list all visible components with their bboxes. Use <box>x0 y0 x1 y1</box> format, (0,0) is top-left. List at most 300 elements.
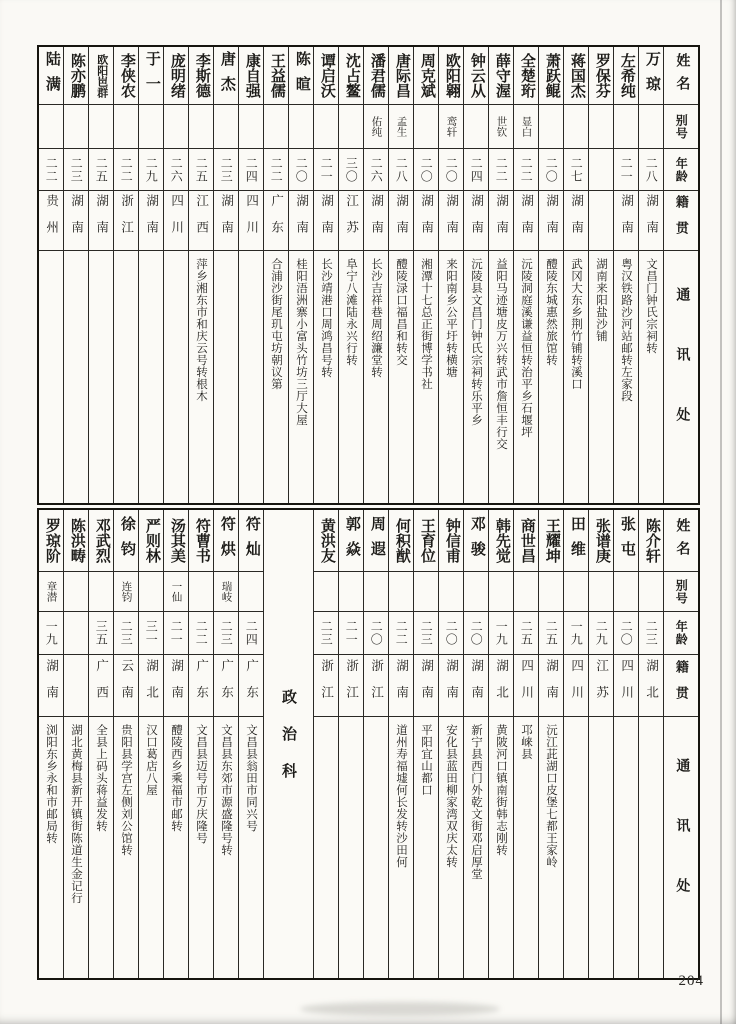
person-origin-cell: 四川 <box>614 655 638 717</box>
entry-column <box>239 47 264 503</box>
header-name-label: 姓名 <box>664 47 698 105</box>
header-origin-label: 籍贯 <box>664 655 698 717</box>
person-origin-cell: 湖北 <box>639 655 663 717</box>
person-address-cell: 醴陵东城惠然旅馆转 <box>545 258 558 366</box>
entry-column <box>639 47 664 503</box>
person-address-cell: 萍乡湘东市和庆云号转根木 <box>195 258 208 402</box>
person-origin-cell: 湖南 <box>514 191 538 251</box>
person-alias-cell: 鸾轩 <box>439 105 463 149</box>
entry-column <box>64 510 89 978</box>
person-origin-cell: 江西 <box>189 191 213 251</box>
person-origin-cell: 湖南 <box>389 191 413 251</box>
person-origin-cell: 湖南 <box>439 191 463 251</box>
person-name-cell: 张谱庚 <box>589 510 613 572</box>
person-origin-cell: 浙江 <box>314 655 338 717</box>
entry-column <box>314 47 339 503</box>
person-address-cell: 粤汉铁路沙河站邮转左家段 <box>620 258 633 402</box>
person-name-cell: 钟云从 <box>464 47 488 105</box>
person-origin-cell: 广西 <box>89 655 113 717</box>
header-column <box>664 510 698 978</box>
person-alias-cell <box>539 572 563 612</box>
entry-column <box>464 47 489 503</box>
person-age-cell: 二四 <box>239 149 263 191</box>
person-name-cell: 王耀坤 <box>539 510 563 572</box>
person-origin-cell: 湖南 <box>64 191 88 251</box>
entry-column <box>164 510 189 978</box>
person-origin-cell: 湖北 <box>139 655 163 717</box>
person-address-cell <box>564 717 588 978</box>
person-name-cell: 商世昌 <box>514 510 538 572</box>
person-name-cell: 王益儒 <box>264 47 288 105</box>
person-address-cell: 合浦沙街尾玑屯坊朝议第 <box>270 258 283 390</box>
person-name-cell: 欧阳翱 <box>439 47 463 105</box>
person-alias-cell <box>289 105 313 149</box>
person-age-cell: 二九 <box>589 612 613 655</box>
person-age-cell: 二〇 <box>439 612 463 655</box>
entry-column <box>489 510 514 978</box>
person-age-cell: 一九 <box>564 612 588 655</box>
scan-smudge-artifact <box>300 1002 500 1016</box>
person-alias-cell <box>614 572 638 612</box>
person-origin-cell: 云南 <box>114 655 138 717</box>
person-address-cell: 全县上码头蒋益发转 <box>95 724 108 832</box>
person-name-cell: 罗琼阶 <box>39 510 63 572</box>
person-age-cell: 二五 <box>189 149 213 191</box>
person-origin-cell: 四川 <box>564 655 588 717</box>
person-name-cell: 谭启沃 <box>314 47 338 105</box>
entry-column <box>64 47 89 503</box>
person-address-cell <box>39 251 63 503</box>
person-age-cell: 二一 <box>614 149 638 191</box>
person-alias-cell <box>89 105 113 149</box>
person-alias-cell <box>239 572 263 612</box>
person-address-cell <box>114 251 138 503</box>
person-origin-cell: 江苏 <box>589 655 613 717</box>
person-age-cell: 二二 <box>114 149 138 191</box>
person-name-cell: 韩先觉 <box>489 510 513 572</box>
header-column <box>664 47 698 503</box>
person-origin-cell: 湖南 <box>39 655 63 717</box>
person-origin-cell: 湖南 <box>464 191 488 251</box>
person-alias-cell <box>164 105 188 149</box>
person-age-cell: 二三 <box>214 149 238 191</box>
person-name-cell: 庞明绪 <box>164 47 188 105</box>
entry-column <box>464 510 489 978</box>
person-origin-cell: 湖南 <box>439 655 463 717</box>
person-alias-cell <box>564 105 588 149</box>
person-origin-cell: 四川 <box>514 655 538 717</box>
person-name-cell: 田维 <box>564 510 588 572</box>
person-address-cell: 沅陵洞庭溪谦益恒转治平乡石堰坪 <box>520 258 533 438</box>
person-origin-cell <box>64 655 88 717</box>
person-name-cell: 罗保芬 <box>589 47 613 105</box>
person-name-cell: 何积猷 <box>389 510 413 572</box>
person-alias-cell <box>189 105 213 149</box>
person-address-cell <box>314 717 338 978</box>
person-origin-cell: 湖南 <box>414 655 438 717</box>
person-alias-cell <box>539 105 563 149</box>
page-number: 204 <box>678 973 704 989</box>
person-name-cell: 徐钧 <box>114 510 138 572</box>
person-origin-cell: 江苏 <box>339 191 363 251</box>
person-alias-cell: 佑纯 <box>364 105 388 149</box>
person-alias-cell: 连钧 <box>114 572 138 612</box>
person-alias-cell: 一仙 <box>164 572 188 612</box>
person-address-cell: 沅陵县文昌门钟氏宗祠转乐平乡 <box>470 258 483 426</box>
person-origin-cell: 浙江 <box>114 191 138 251</box>
person-alias-cell <box>264 105 288 149</box>
person-alias-cell <box>89 572 113 612</box>
person-address-cell <box>64 251 88 503</box>
person-address-cell <box>89 251 113 503</box>
person-alias-cell <box>39 105 63 149</box>
person-address-cell: 桂阳浯洲寨小富头竹坊三厅大屋 <box>295 258 308 426</box>
person-alias-cell <box>589 572 613 612</box>
person-address-cell: 文昌县东郊市源盛隆号转 <box>220 724 233 856</box>
person-alias-cell <box>364 572 388 612</box>
person-address-cell <box>364 717 388 978</box>
entry-column <box>614 47 639 503</box>
person-address-cell: 安化县蓝田柳家湾双庆太转 <box>445 724 458 868</box>
entry-column <box>339 510 364 978</box>
header-name-label: 姓名 <box>664 510 698 572</box>
person-address-cell: 汉口葛店八屋 <box>145 724 158 796</box>
entry-column <box>589 47 614 503</box>
person-name-cell: 潘君儒 <box>364 47 388 105</box>
person-age-cell: 二二 <box>389 612 413 655</box>
person-name-cell: 陈洪畴 <box>64 510 88 572</box>
person-age-cell: 二三 <box>114 612 138 655</box>
person-name-cell: 邓武烈 <box>89 510 113 572</box>
person-alias-cell <box>414 572 438 612</box>
person-name-cell: 黄洪友 <box>314 510 338 572</box>
person-address-cell <box>239 251 263 503</box>
person-alias-cell <box>139 572 163 612</box>
person-address-cell: 平阳宜山都口 <box>420 724 433 796</box>
person-address-cell: 来阳南乡公平圩转横塘 <box>445 258 458 378</box>
person-age-cell: 二五 <box>514 612 538 655</box>
entry-column <box>114 47 139 503</box>
person-address-cell <box>164 251 188 503</box>
person-origin-cell: 贵州 <box>39 191 63 251</box>
entry-column <box>214 510 239 978</box>
person-name-cell: 陈亦鹏 <box>64 47 88 105</box>
person-age-cell: 二〇 <box>364 612 388 655</box>
person-address-cell: 醴陵西乡乘福市邮转 <box>170 724 183 832</box>
person-alias-cell <box>589 105 613 149</box>
person-alias-cell: 显白 <box>514 105 538 149</box>
header-alias-label: 别号 <box>664 105 698 149</box>
person-age-cell: 二三 <box>639 612 663 655</box>
person-origin-cell: 广东 <box>214 655 238 717</box>
person-address-cell: 新宁县西门外乾文街邓启厚堂 <box>470 724 483 880</box>
person-alias-cell <box>239 105 263 149</box>
person-origin-cell: 浙江 <box>339 655 363 717</box>
person-name-cell: 万琼 <box>639 47 663 105</box>
person-address-cell <box>639 717 663 978</box>
person-age-cell: 二三 <box>64 149 88 191</box>
entry-column <box>189 510 214 978</box>
person-name-cell: 李侠农 <box>114 47 138 105</box>
person-age-cell: 二一 <box>339 612 363 655</box>
person-address-cell <box>589 717 613 978</box>
person-origin-cell: 广东 <box>264 191 288 251</box>
person-name-cell: 钟信甫 <box>439 510 463 572</box>
person-name-cell: 张屯 <box>614 510 638 572</box>
person-origin-cell: 湖南 <box>314 191 338 251</box>
person-address-cell: 长沙靖港口周鸿昌号转 <box>320 258 333 378</box>
person-age-cell: 二〇 <box>539 149 563 191</box>
person-age-cell: 二二 <box>514 149 538 191</box>
person-name-cell: 符曹书 <box>189 510 213 572</box>
header-address-label: 通讯处 <box>674 287 690 467</box>
person-origin-cell: 湖南 <box>214 191 238 251</box>
person-origin-cell <box>589 191 613 251</box>
person-alias-cell <box>64 572 88 612</box>
person-name-cell: 沈占鳌 <box>339 47 363 105</box>
entry-column <box>489 47 514 503</box>
person-origin-cell: 湖南 <box>639 191 663 251</box>
person-origin-cell: 湖北 <box>489 655 513 717</box>
person-origin-cell: 湖南 <box>139 191 163 251</box>
person-origin-cell: 湖南 <box>614 191 638 251</box>
person-alias-cell <box>64 105 88 149</box>
person-address-cell: 黄陂河口镇南街韩志刚转 <box>495 724 508 856</box>
header-alias-label: 别号 <box>664 572 698 612</box>
person-name-cell: 邓骏 <box>464 510 488 572</box>
person-age-cell: 二九 <box>139 149 163 191</box>
person-name-cell: 周克斌 <box>414 47 438 105</box>
section-label: 政治科 <box>280 688 296 800</box>
person-alias-cell <box>114 105 138 149</box>
entry-column <box>514 47 539 503</box>
person-origin-cell: 浙江 <box>364 655 388 717</box>
header-age-label: 年龄 <box>664 612 698 655</box>
person-alias-cell <box>564 572 588 612</box>
person-age-cell: 二〇 <box>439 149 463 191</box>
person-age-cell: 二〇 <box>614 612 638 655</box>
person-age-cell: 二六 <box>164 149 188 191</box>
person-name-cell: 陆满 <box>39 47 63 105</box>
person-address-cell <box>339 717 363 978</box>
person-alias-cell <box>414 105 438 149</box>
person-alias-cell <box>489 572 513 612</box>
entry-column <box>114 510 139 978</box>
person-age-cell: 二四 <box>464 149 488 191</box>
entry-column <box>139 47 164 503</box>
entry-column <box>364 47 389 503</box>
person-alias-cell <box>439 572 463 612</box>
person-address-cell: 文昌县迈号市万庆隆号 <box>195 724 208 844</box>
person-origin-cell: 四川 <box>164 191 188 251</box>
person-age-cell: 二八 <box>639 149 663 191</box>
person-origin-cell: 湖南 <box>539 191 563 251</box>
entry-column <box>339 47 364 503</box>
person-address-cell <box>139 251 163 503</box>
entry-column <box>389 510 414 978</box>
person-address-cell: 醴陵渌口福昌和转交 <box>395 258 408 366</box>
person-address-cell: 文昌门钟氏宗祠转 <box>645 258 658 354</box>
entry-column <box>314 510 339 978</box>
person-name-cell: 李斯德 <box>189 47 213 105</box>
person-alias-cell <box>214 105 238 149</box>
person-age-cell: 二〇 <box>289 149 313 191</box>
entry-column <box>614 510 639 978</box>
person-age-cell: 二〇 <box>414 149 438 191</box>
entry-column <box>639 510 664 978</box>
person-address-cell: 武冈大东乡荆竹铺转溪口 <box>570 258 583 390</box>
person-name-cell: 左希纯 <box>614 47 638 105</box>
person-address-cell: 邛崃县 <box>520 724 533 760</box>
person-age-cell <box>64 612 88 655</box>
person-address-cell: 阜宁八滩陆永兴行转 <box>345 258 358 366</box>
entry-column <box>239 510 264 978</box>
person-age-cell: 二三 <box>214 612 238 655</box>
person-address-cell <box>214 251 238 503</box>
person-alias-cell: 瑞岐 <box>214 572 238 612</box>
entry-column <box>564 47 589 503</box>
person-name-cell: 陈介轩 <box>639 510 663 572</box>
entry-column <box>364 510 389 978</box>
person-origin-cell: 四川 <box>239 191 263 251</box>
person-name-cell: 全楚珩 <box>514 47 538 105</box>
person-age-cell: 二二 <box>489 149 513 191</box>
entry-column <box>289 47 314 503</box>
entry-column <box>514 510 539 978</box>
directory-table-top <box>37 45 700 505</box>
person-address-cell: 沅江茈湖口皮堡七都王家岭 <box>545 724 558 868</box>
person-alias-cell <box>314 105 338 149</box>
entry-column <box>414 510 439 978</box>
person-alias-cell <box>614 105 638 149</box>
person-age-cell: 二四 <box>239 612 263 655</box>
person-origin-cell: 广东 <box>239 655 263 717</box>
entry-column <box>139 510 164 978</box>
person-origin-cell: 湖南 <box>164 655 188 717</box>
scan-edge-artifact <box>720 0 722 1024</box>
person-alias-cell: 章潜 <box>39 572 63 612</box>
person-address-cell: 贵阳县学宫左侧刘公馆转 <box>120 724 133 856</box>
person-address-cell: 文昌县翁田市同兴号 <box>245 724 258 832</box>
person-age-cell <box>589 149 613 191</box>
person-name-cell: 汤其美 <box>164 510 188 572</box>
header-address-label: 通讯处 <box>674 757 690 938</box>
person-name-cell: 欧阳岜群 <box>89 47 113 105</box>
person-age-cell: 一九 <box>39 612 63 655</box>
person-age-cell: 二二 <box>264 149 288 191</box>
entry-column <box>89 510 114 978</box>
person-address-cell: 道州寿福墟何长发转沙田何 <box>395 724 408 868</box>
person-age-cell: 二二 <box>189 612 213 655</box>
person-age-cell: 二五 <box>539 612 563 655</box>
person-address-cell: 湖北黄梅县新开镇街陈道生金记行 <box>70 724 83 904</box>
person-origin-cell: 广东 <box>189 655 213 717</box>
person-age-cell: 二三 <box>314 612 338 655</box>
person-name-cell: 王育位 <box>414 510 438 572</box>
entry-column <box>39 510 64 978</box>
person-name-cell: 康自强 <box>239 47 263 105</box>
person-origin-cell: 湖南 <box>289 191 313 251</box>
header-age-label: 年龄 <box>664 149 698 191</box>
person-name-cell: 符灿 <box>239 510 263 572</box>
entry-column <box>539 47 564 503</box>
person-name-cell: 符烘 <box>214 510 238 572</box>
person-age-cell: 二〇 <box>464 612 488 655</box>
person-alias-cell <box>464 105 488 149</box>
person-address-cell: 浏阳东乡永和市邮局转 <box>45 724 58 844</box>
person-address-cell: 长沙吉祥巷周绍濂堂转 <box>370 258 383 378</box>
person-alias-cell <box>514 572 538 612</box>
entry-column <box>439 510 464 978</box>
entry-column <box>189 47 214 503</box>
entry-column <box>414 47 439 503</box>
person-origin-cell: 湖南 <box>539 655 563 717</box>
person-origin-cell: 湖南 <box>89 191 113 251</box>
directory-table-bottom <box>37 508 700 980</box>
person-age-cell: 二三 <box>414 612 438 655</box>
person-age-cell: 二一 <box>314 149 338 191</box>
person-origin-cell: 湖南 <box>364 191 388 251</box>
entry-column <box>564 510 589 978</box>
person-age-cell: 二五 <box>89 149 113 191</box>
section-divider-column <box>264 510 314 978</box>
person-age-cell: 二一 <box>164 612 188 655</box>
person-name-cell: 萧跃鲲 <box>539 47 563 105</box>
person-alias-cell <box>639 105 663 149</box>
entry-column <box>39 47 64 503</box>
person-origin-cell: 湖南 <box>389 655 413 717</box>
entry-column <box>264 47 289 503</box>
entry-column <box>589 510 614 978</box>
person-address-cell: 湘潭十七总正街博学书社 <box>420 258 433 390</box>
person-age-cell: 三五 <box>89 612 113 655</box>
person-address-cell: 湖南来阳盐沙铺 <box>595 258 608 342</box>
person-age-cell: 二六 <box>364 149 388 191</box>
entry-column <box>89 47 114 503</box>
person-name-cell: 于一 <box>139 47 163 105</box>
person-alias-cell <box>464 572 488 612</box>
person-age-cell: 二二 <box>39 149 63 191</box>
entry-column <box>539 510 564 978</box>
entry-column <box>389 47 414 503</box>
person-name-cell: 唐杰 <box>214 47 238 105</box>
person-alias-cell <box>314 572 338 612</box>
header-origin-label: 籍贯 <box>664 191 698 251</box>
person-alias-cell <box>389 572 413 612</box>
person-alias-cell <box>339 105 363 149</box>
person-origin-cell: 湖南 <box>464 655 488 717</box>
person-age-cell: 三一 <box>139 612 163 655</box>
person-alias-cell: 孟生 <box>389 105 413 149</box>
person-alias-cell <box>189 572 213 612</box>
entry-column <box>439 47 464 503</box>
person-name-cell: 周遐 <box>364 510 388 572</box>
person-name-cell: 蒋国杰 <box>564 47 588 105</box>
person-alias-cell <box>339 572 363 612</box>
person-alias-cell <box>139 105 163 149</box>
entry-column <box>214 47 239 503</box>
entry-column <box>164 47 189 503</box>
person-age-cell: 二七 <box>564 149 588 191</box>
person-age-cell: 二八 <box>389 149 413 191</box>
person-name-cell: 陈暄 <box>289 47 313 105</box>
person-age-cell: 一九 <box>489 612 513 655</box>
person-name-cell: 严则林 <box>139 510 163 572</box>
person-address-cell <box>614 717 638 978</box>
person-address-cell: 益阳马迹塘皮万兴转武市詹恒丰行交 <box>495 258 508 450</box>
person-alias-cell: 世钦 <box>489 105 513 149</box>
person-origin-cell: 湖南 <box>564 191 588 251</box>
